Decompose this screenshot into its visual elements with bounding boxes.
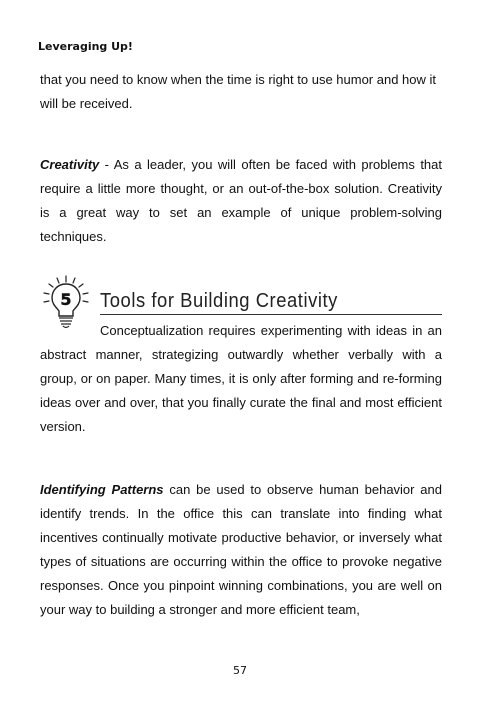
paragraph-conceptualization: Conceptualization requires experimenting with ideas in an abstract manner, strategizing outwardly whether verbally with a group, or on paper. Many times, it is only after forming and re-forming ideas over and over, that you finally curate the final and most efficient version. [40,323,442,434]
creativity-text: - As a leader, you will often be faced with problems that require a little more thought, or an out-of-the-box solution. Creativity is a great way to set an example of unique problem-solving techniques. [40,157,442,244]
paragraph-identifying-patterns [40,478,442,622]
paragraph-humor-continuation: that you need to know when the time is right to use humor and how it will be received. [40,72,437,111]
running-header: Leveraging Up! [38,40,133,53]
section-title: Tools for Building Creativity [100,290,338,312]
creativity-term: Creativity [40,157,100,172]
paragraph-creativity [40,153,442,249]
page-number: 57 [233,664,247,677]
identifying-patterns-term: Identifying Patterns [40,482,164,497]
heading-underline [100,314,442,315]
identifying-patterns-text: can be used to observe human behavior and identify trends. In the office this can translate into finding what incentives continually motivate productive behavior, or inversely what types of situations are occurring within the office to provoke negative responses. Once you pinpoint winning combinations, you are well on your way to building a stronger and more efficient team, [40,482,442,617]
lightbulb-number: 5 [60,290,72,309]
